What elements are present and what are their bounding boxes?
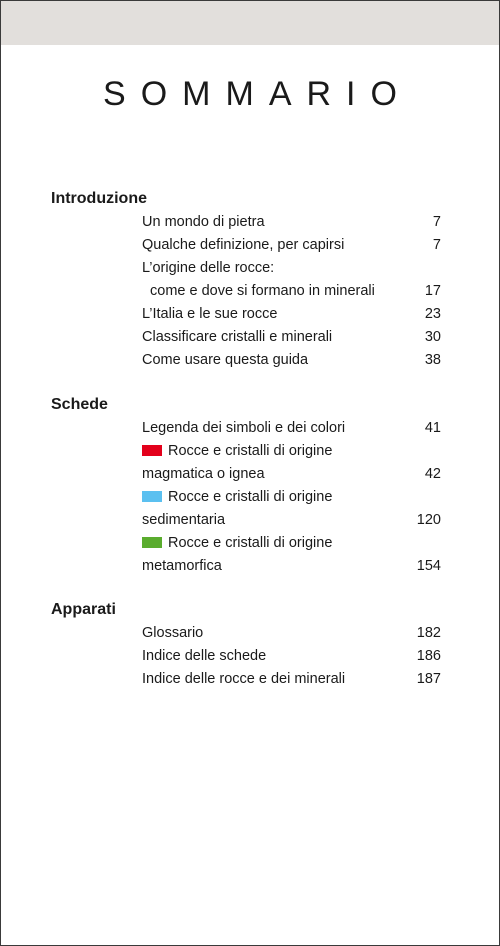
- toc-entry[interactable]: [51, 326, 451, 349]
- entry-page-number: 41: [424, 420, 441, 436]
- entry-label: Un mondo di pietra: [142, 214, 265, 230]
- entry-label: L’Italia e le sue rocce: [142, 306, 278, 322]
- entry-page-number: 42: [424, 466, 441, 482]
- header-band: [1, 1, 499, 45]
- entry-label: Indice delle rocce e dei minerali: [142, 671, 346, 687]
- toc-entry[interactable]: [51, 349, 451, 372]
- entry-label: Rocce e cristalli di origine: [168, 443, 333, 459]
- magmatic-color-swatch: [142, 445, 162, 456]
- section-title: Schede: [51, 396, 108, 413]
- toc-entry[interactable]: [51, 257, 451, 280]
- toc-entry[interactable]: [51, 440, 451, 463]
- entry-page-number: 187: [416, 671, 441, 687]
- entry-page-number: 23: [424, 306, 441, 322]
- entry-label: Come usare questa guida: [142, 352, 309, 368]
- section-title: Introduzione: [51, 190, 147, 207]
- toc-entry[interactable]: [51, 486, 451, 509]
- entry-page-number: 30: [424, 329, 441, 345]
- entry-page-number: 7: [432, 214, 441, 230]
- toc-entry[interactable]: [51, 622, 451, 645]
- entry-page-number: 17: [424, 283, 441, 299]
- toc-entry[interactable]: [51, 280, 451, 303]
- entry-label: sedimentaria: [142, 512, 226, 528]
- entry-page-number: 182: [416, 625, 441, 641]
- section-title: Apparati: [51, 601, 116, 618]
- entry-page-number: 186: [416, 648, 441, 664]
- section-schede: [51, 394, 451, 578]
- entry-label: Glossario: [142, 625, 204, 641]
- entry-label: Classificare cristalli e minerali: [142, 329, 333, 345]
- page-title: SOMMARIO: [103, 75, 412, 113]
- entry-label: Rocce e cristalli di origine: [168, 489, 333, 505]
- toc-entry[interactable]: [51, 303, 451, 326]
- metamorphic-color-swatch: [142, 537, 162, 548]
- entry-label: metamorfica: [142, 558, 222, 574]
- toc-entry[interactable]: [51, 234, 451, 257]
- toc-entry[interactable]: [51, 417, 451, 440]
- entry-label: magmatica o ignea: [142, 466, 265, 482]
- entry-page-number: 154: [416, 558, 441, 574]
- entry-page-number: 38: [424, 352, 441, 368]
- entry-label: come e dove si formano in minerali: [150, 283, 375, 299]
- section-introduzione: [51, 188, 451, 372]
- entry-page-number: 120: [416, 512, 441, 528]
- toc-entry[interactable]: [51, 555, 451, 578]
- entry-page-number: 7: [432, 237, 441, 253]
- entry-label: Legenda dei simboli e dei colori: [142, 420, 346, 436]
- toc-entry[interactable]: [51, 645, 451, 668]
- toc-entry[interactable]: [51, 532, 451, 555]
- entry-label: L’origine delle rocce:: [142, 260, 275, 276]
- toc-entry[interactable]: [51, 211, 451, 234]
- section-apparati: [51, 599, 451, 691]
- entry-label: Rocce e cristalli di origine: [168, 535, 333, 551]
- toc-entry[interactable]: [51, 509, 451, 532]
- entry-label: Qualche definizione, per capirsi: [142, 237, 345, 253]
- sedimentary-color-swatch: [142, 491, 162, 502]
- toc-entry[interactable]: [51, 668, 451, 691]
- toc-entry[interactable]: [51, 463, 451, 486]
- entry-label: Indice delle schede: [142, 648, 267, 664]
